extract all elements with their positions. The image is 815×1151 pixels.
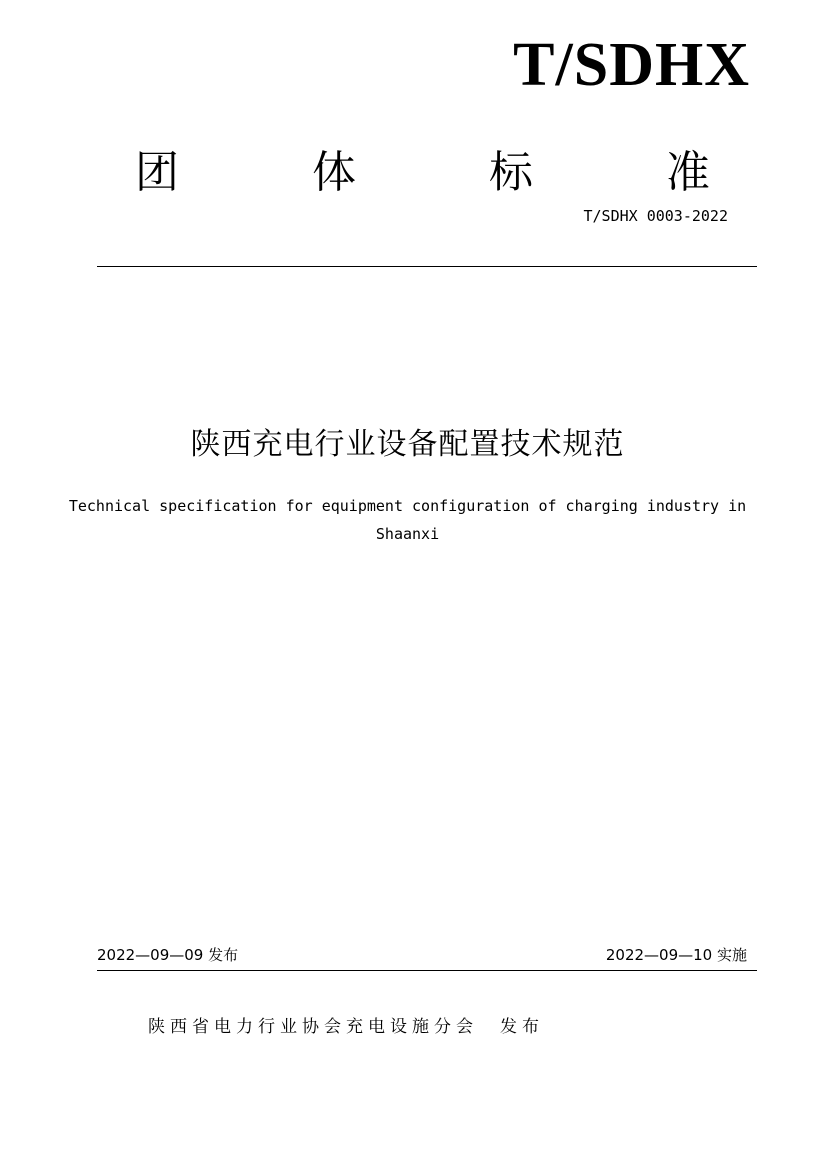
issue-date: 2022—09—09 发布: [97, 946, 239, 964]
publisher-action: 发布: [500, 1017, 544, 1037]
standard-type-char: 团: [135, 147, 179, 198]
implementation-date: 2022—09—10 实施: [605, 946, 747, 964]
standard-code-logo: T/SDHX: [513, 31, 750, 99]
standard-type-char: 标: [489, 147, 533, 198]
header-divider: [97, 266, 757, 267]
publisher-line: [148, 1012, 708, 1042]
footer-divider: [97, 970, 757, 971]
standard-number: T/SDHX 0003-2022: [583, 207, 728, 225]
date-row: [97, 942, 747, 968]
standard-type-char: 体: [312, 147, 356, 198]
standard-type: [95, 140, 755, 210]
document-title-chinese: 陕西充电行业设备配置技术规范: [190, 427, 625, 462]
publisher-name: 陕西省电力行业协会充电设施分会: [148, 1017, 478, 1037]
document-title-english: Technical specification for equipment configuration of charging industry in Shaanxi: [68, 497, 747, 543]
standard-type-char: 准: [666, 147, 710, 198]
